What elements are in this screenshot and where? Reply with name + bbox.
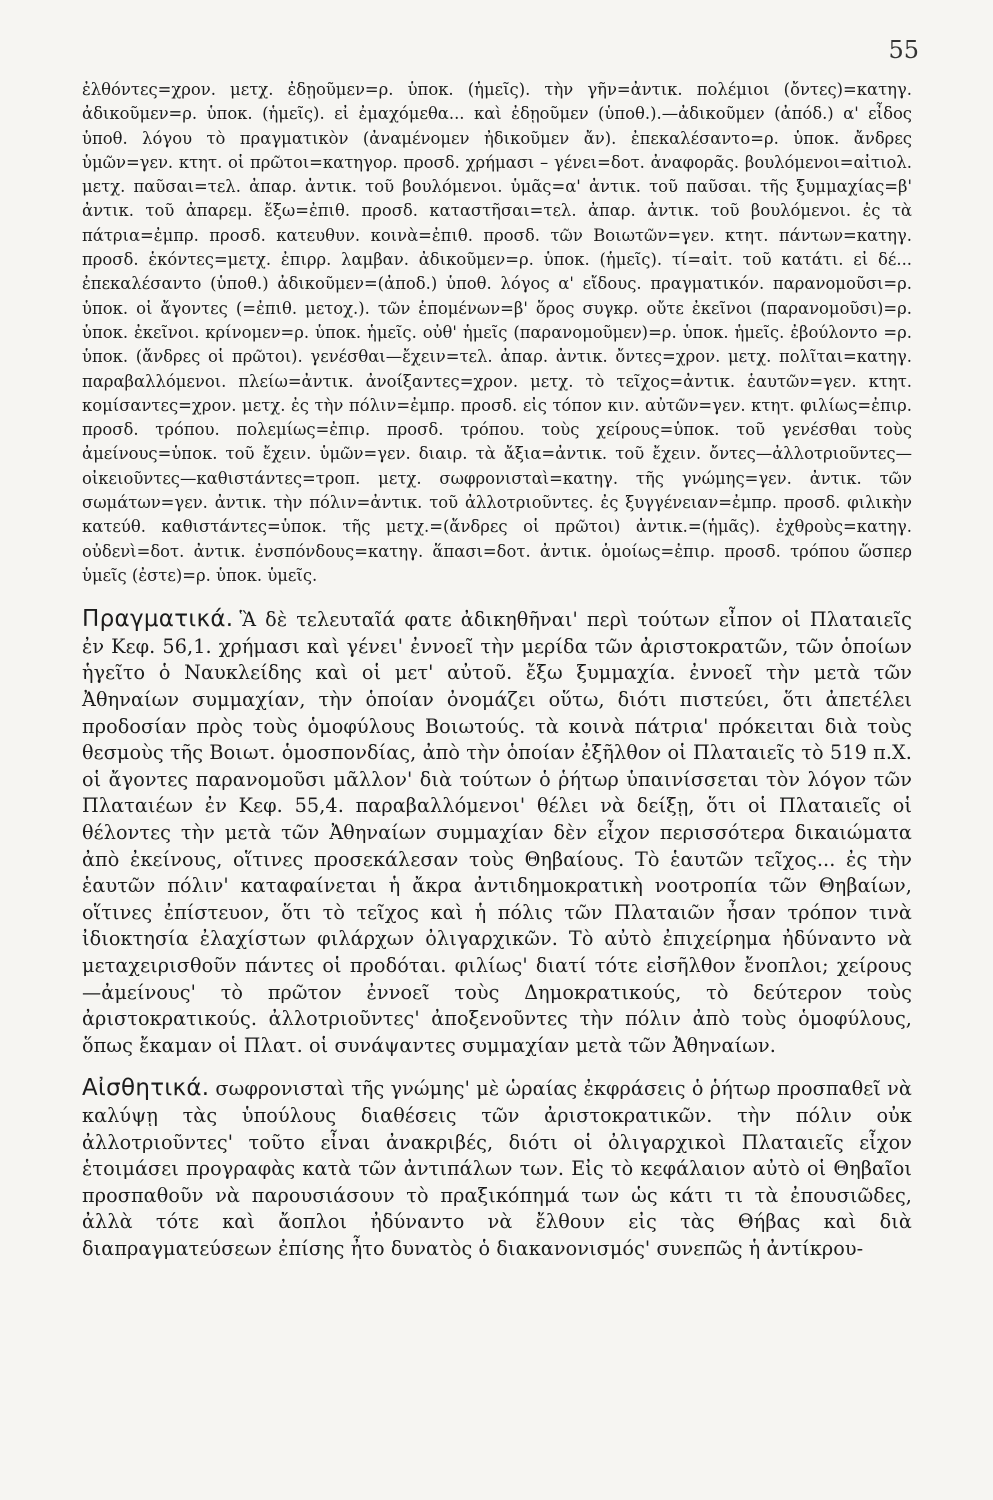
section-aisthetika-text: σωφρονισταὶ τῆς γνώμης' μὲ ὡραίας ἐκφράσεις ὁ ῥήτωρ προσπαθεῖ νὰ καλύψῃ τὰς ὑπούλους διαθέσεις τῶν ἀριστοκρατικῶν. τὴν πόλιν οὐκ ἀλλοτριοῦντες' τοῦτο εἶναι ἀνακριβές, διότι οἱ ὀλιγαρχικοὶ Πλαταιεῖς εἶχον ἑτοιμάσει προγραφὰς κατὰ τῶν ἀντιπάλων των. Εἰς τὸ κεφάλαιον αὐτὸ οἱ Θηβαῖοι προσπαθοῦν νὰ παρουσιάσουν τὸ πραξικόπημά των ὡς κάτι τι τὰ ἐπουσιῶδες, ἀλλὰ τότε καὶ ἄοπλοι ἠδύναντο νὰ ἔλθουν εἰς τὰς Θήβας καὶ διὰ διαπραγματεύσεων ἐπίσης ἦτο δυνατὸς ὁ διακανονισμός' συνεπῶς ἡ ἀντίκρου- — [82, 1077, 912, 1260]
section-heading-pragmatika: Πραγματικά. — [82, 606, 234, 633]
grammar-notes-text: ἐλθόντες=χρον. μετχ. ἐδῃοῦμεν=ρ. ὑποκ. (ἡμεῖς). τὴν γῆν=ἀντικ. πολέμιοι (ὄντες)=κατηγ. ἀδικοῦμεν=ρ. ὑποκ. (ἡμεῖς). εἰ ἐμαχόμεθα... καὶ ἐδῃοῦμεν (ὑποθ.).—ἀδικοῦμεν (ἀπόδ.) α' εἶδος ὑποθ. λόγου τὸ πραγματικὸν (ἀναμένομεν ἠδικοῦμεν ἄν). ἐπεκαλέσαντο=ρ. ὑποκ. ἄνδρες ὑμῶν=γεν. κτητ. οἱ πρῶτοι=κατηγορ. προσδ. χρήμασι – γένει=δοτ. ἀναφορᾶς. βουλόμενοι=αἰτιολ. μετχ. παῦσαι=τελ. ἀπαρ. ἀντικ. τοῦ βουλόμενοι. ὑμᾶς=α' ἀντικ. τοῦ παῦσαι. τῆς ξυμμαχίας=β' ἀντικ. τοῦ ἀπαρεμ. ἔξω=ἐπιθ. προσδ. καταστῆσαι=τελ. ἀπαρ. ἀντικ. τοῦ βουλόμενοι. ἐς τὰ πάτρια=ἐμπρ. προσδ. κατευθυν. κοινὰ=ἐπιθ. προσδ. τῶν Βοιωτῶν=γεν. κτητ. πάντων=κατηγ. προσδ. ἑκόντες=μετχ. ἐπιρρ. λαμβαν. ἀδικοῦμεν=ρ. ὑποκ. (ἡμεῖς). τί=αἰτ. τοῦ κατάτι. εἰ δέ... ἐπεκαλέσαντο (ὑποθ.) ἀδικοῦμεν=(ἀποδ.) ὑποθ. λόγος α' εἴδους. πραγματικόν. παρανομοῦσι=ρ. ὑποκ. οἱ ἄγοντες (=ἐπιθ. μετοχ.). τῶν ἑπομένων=β' ὅρος συγκρ. οὔτε ἐκεῖνοι (παρανομοῦσι)=ρ. ὑποκ. ἐκεῖνοι. κρίνομεν=ρ. ὑποκ. ἡμεῖς. οὐθ' ἡμεῖς (παρανομοῦμεν)=ρ. ὑποκ. ἡμεῖς. ἐβούλοντο =ρ. ὑποκ. (ἄνδρες οἱ πρῶτοι). γενέσθαι—ἔχειν=τελ. ἀπαρ. ἀντικ. ὄντες=χρον. μετχ. πολῖται=κατηγ. παραβαλλόμενοι. πλείω=ἀντικ. ἀνοίξαντες=χρον. μετχ. τὸ τεῖχος=ἀντικ. ἑαυτῶν=γεν. κτητ. κομίσαντες=χρον. μετχ. ἐς τὴν πόλιν=ἐμπρ. προσδ. εἰς τόπον κιν. αὐτῶν=γεν. κτητ. φιλίως=ἐπιρ. προσδ. τρόπου. πολεμίως=ἐπιρ. προσδ. τρόπου. τοὺς χείρους=ὑποκ. τοῦ γενέσθαι τοὺς ἀμείνους=ὑποκ. τοῦ ἔχειν. ὑμῶν=γεν. διαιρ. τὰ ἄξια=ἀντικ. τοῦ ἔχειν. ὄντες—ἀλλοτριοῦντες—οἰκειοῦντες—καθιστάντες=τροπ. μετχ. σωφρονισταὶ=κατηγ. τῆς γνώμης=γεν. ἀντικ. τῶν σωμάτων=γεν. ἀντικ. τὴν πόλιν=ἀντικ. τοῦ ἀλλοτριοῦντες. ἐς ξυγγένειαν=ἐμπρ. προσδ. φιλικὴν κατεύθ. καθιστάντες=ὑποκ. τῆς μετχ.=(ἄνδρες οἱ πρῶτοι) ἀντικ.=(ἡμᾶς). ἐχθροὺς=κατηγ. οὐδενὶ=δοτ. ἀντικ. ἐνσπόνδους=κατηγ. ἅπασι=δοτ. ἀντικ. ὁμοίως=ἐπιρ. προσδ. τρόπου ὥσπερ ὑμεῖς (ἐστε)=ρ. ὑποκ. ὑμεῖς. — [82, 80, 912, 585]
section-pragmatika-paragraph — [82, 606, 912, 1059]
page-number: 55 — [888, 36, 919, 64]
section-pragmatika — [82, 606, 912, 1059]
text-column — [82, 78, 912, 1262]
grammar-notes — [82, 78, 912, 588]
section-aisthetika — [82, 1075, 912, 1262]
section-pragmatika-text: Ἃ δὲ τελευταῖά φατε ἀδικηθῆναι' περὶ τούτων εἶπον οἱ Πλαταιεῖς ἐν Κεφ. 56,1. χρήμασι καὶ γένει' ἐννοεῖ τὴν μερίδα τῶν ἀριστοκρατῶν, τῶν ὁποίων ἡγεῖτο ὁ Ναυκλείδης καὶ οἱ μετ' αὐτοῦ. ἔξω ξυμμαχία. ἐννοεῖ τὴν μετὰ τῶν Ἀθηναίων συμμαχίαν, τὴν ὁποίαν ὀνομάζει οὕτω, διότι πιστεύει, ὅτι ἀπετέλει προδοσίαν πρὸς τοὺς ὁμοφύλους Βοιωτούς. τὰ κοινὰ πάτρια' πρόκειται διὰ τοὺς θεσμοὺς τῆς Βοιωτ. ὁμοσπονδίας, ἀπὸ τὴν ὁποίαν ἐξῆλθον οἱ Πλαταιεῖς τὸ 519 π.Χ. οἱ ἄγοντες παρανομοῦσι μᾶλλον' διὰ τούτων ὁ ῥήτωρ ὑπαινίσσεται τὸν λόγον τῶν Πλαταιέων ἐν Κεφ. 55,4. παραβαλλόμενοι' θέλει νὰ δείξῃ, ὅτι οἱ Πλαταιεῖς οἱ θέλοντες τὴν μετὰ τῶν Ἀθηναίων συμμαχίαν δὲν εἶχον περισσότερα δικαιώματα ἀπὸ ἐκείνους, οἵτινες προσεκάλεσαν τοὺς Θηβαίους. Τὸ ἑαυτῶν τεῖχος... ἐς τὴν ἑαυτῶν πόλιν' καταφαίνεται ἡ ἄκρα ἀντιδημοκρατικὴ νοοτροπία τῶν Θηβαίων, οἵτινες ἐπίστευον, ὅτι τὸ τεῖχος καὶ ἡ πόλις τῶν Πλαταιῶν ἦσαν τρόπον τινὰ ἰδιοκτησία ἐλαχίστων φιλάρχων ὀλιγαρχικῶν. Τὸ αὐτὸ ἐπιχείρημα ἠδύναντο νὰ μεταχειρισθοῦν πάντες οἱ προδόται. φιλίως' διατί τότε εἰσῆλθον ἔνοπλοι; χείρους —ἀμείνους' τὸ πρῶτον ἐννοεῖ τοὺς Δημοκρατικούς, τὸ δεύτερον τοὺς ἀριστοκρατικούς. ἀλλοτριοῦντες' ἀποξενοῦντες τὴν πόλιν ἀπὸ τοὺς ὁμοφύλους, ὅπως ἔκαμαν οἱ Πλατ. οἱ συνάψαντες συμμαχίαν μετὰ τῶν Ἀθηναίων. — [82, 608, 912, 1057]
section-heading-aisthetika: Αἰσθητικά. — [82, 1075, 210, 1102]
section-aisthetika-paragraph — [82, 1075, 912, 1262]
